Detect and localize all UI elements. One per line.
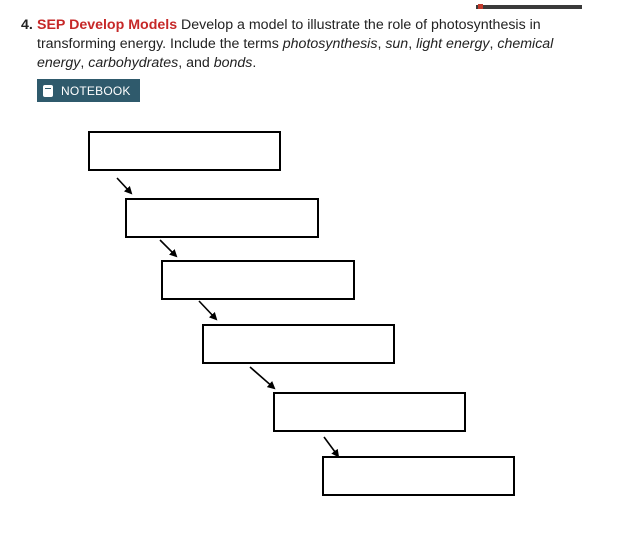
separator: , — [80, 55, 89, 71]
answer-box-5[interactable] — [274, 393, 465, 431]
question-number: 4. — [21, 17, 33, 33]
arrow-5 — [324, 437, 338, 456]
separator: , — [408, 36, 417, 52]
question-text-2: transforming energy. Include the terms — [37, 36, 283, 52]
arrow-4 — [250, 367, 274, 388]
term-light-energy: light energy — [416, 36, 490, 52]
separator: . — [252, 55, 257, 71]
separator: , — [489, 36, 498, 52]
arrow-1 — [117, 178, 131, 193]
answer-box-3[interactable] — [162, 261, 354, 299]
term-bonds: bonds — [213, 55, 253, 71]
separator: , and — [178, 55, 214, 71]
answer-box-1[interactable] — [89, 132, 280, 170]
term-energy: energy — [37, 55, 81, 71]
answer-box-2[interactable] — [126, 199, 318, 237]
answer-box-6[interactable] — [323, 457, 514, 495]
notebook-button-label: NOTEBOOK — [61, 83, 131, 98]
term-photosynthesis: photosynthesis — [282, 36, 378, 52]
arrow-2 — [160, 240, 176, 256]
sep-label: SEP Develop Models — [37, 17, 178, 33]
term-chemical: chemical — [497, 36, 554, 52]
answer-box-4[interactable] — [203, 325, 394, 363]
separator: , — [377, 36, 386, 52]
question-text-1: Develop a model to illustrate the role of photosynthesis in — [177, 17, 541, 33]
term-carbohydrates: carbohydrates — [88, 55, 179, 71]
arrow-3 — [199, 301, 216, 319]
term-sun: sun — [385, 36, 409, 52]
